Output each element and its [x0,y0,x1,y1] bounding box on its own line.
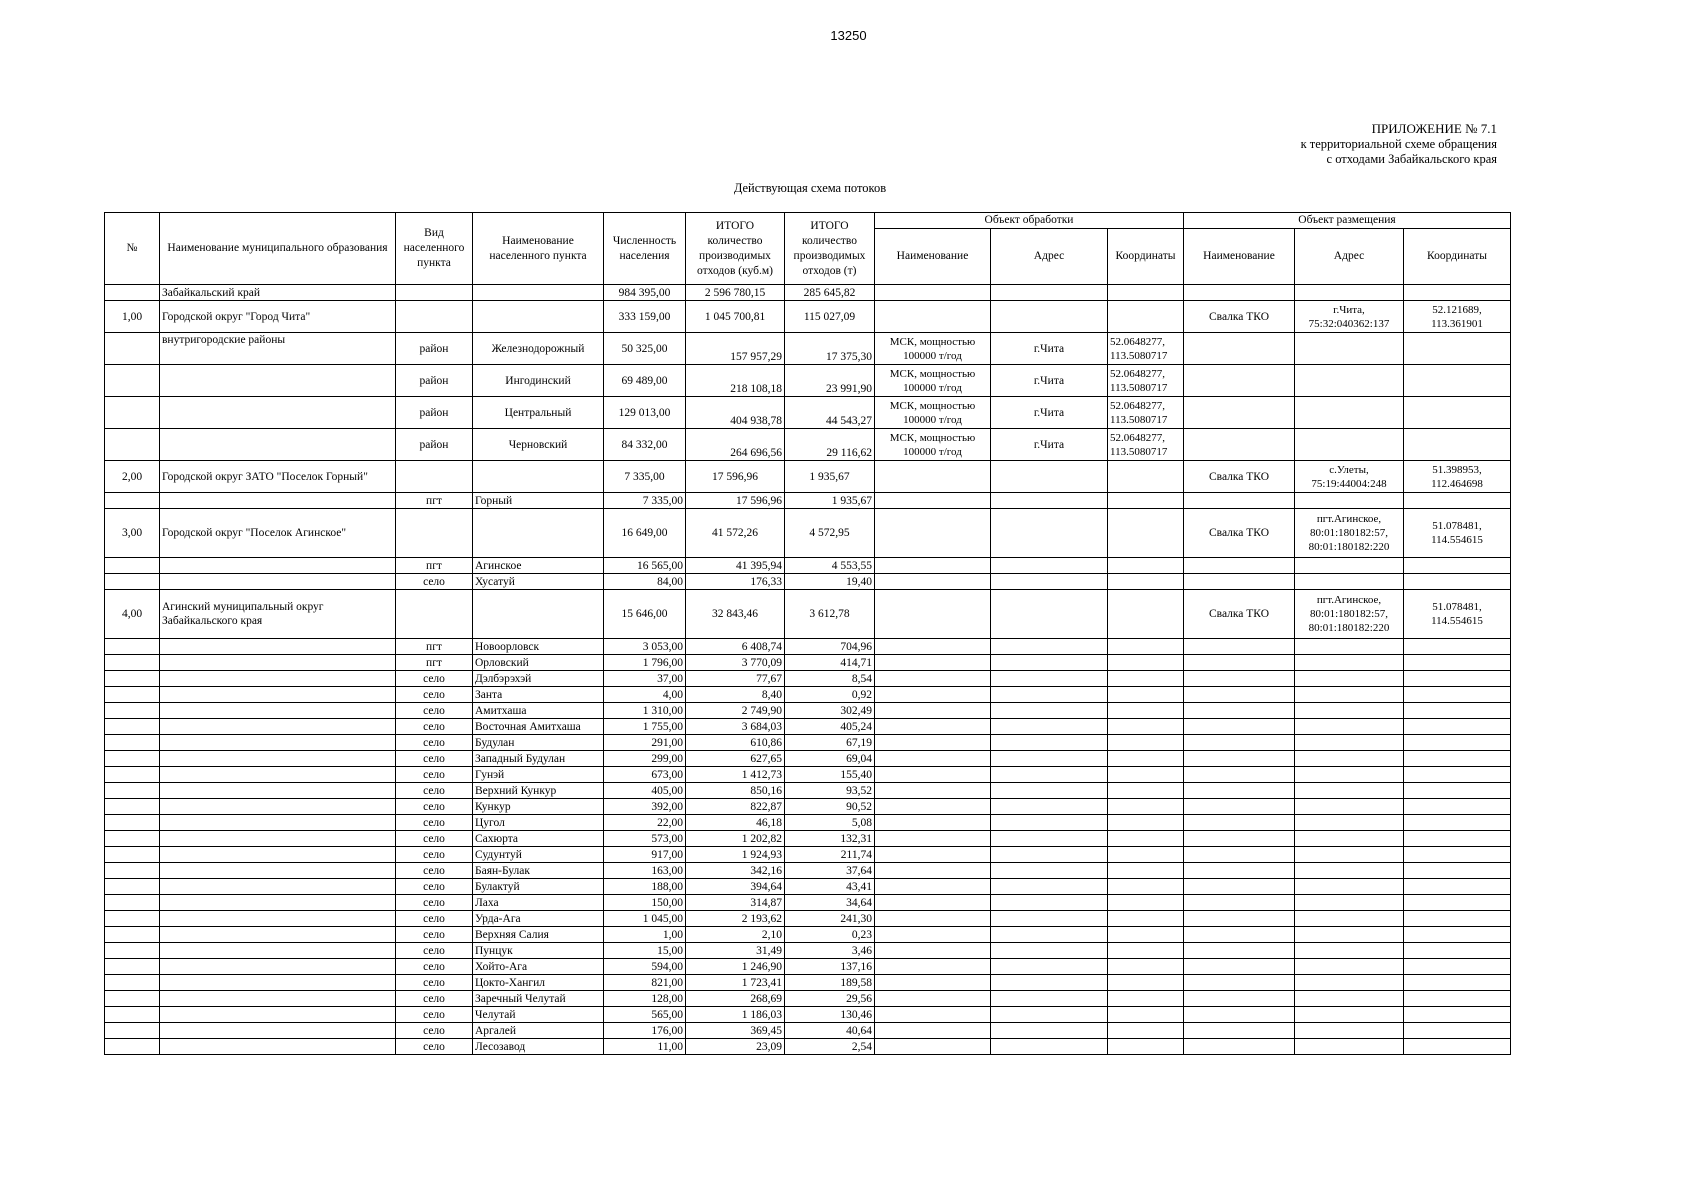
settlement-type: район [396,333,473,365]
settlement-name: Челутай [473,1007,604,1023]
settlement-t: 4 553,55 [785,558,875,574]
settlement-row [105,639,1511,655]
settlement-t: 69,04 [785,751,875,767]
settlement-m3: 23,09 [686,1039,785,1055]
settlement-m3: 610,86 [686,735,785,751]
settlement-t: 189,58 [785,975,875,991]
settlement-type: село [396,671,473,687]
settlement-t: 93,52 [785,783,875,799]
settlement-t: 19,40 [785,574,875,590]
processing-coords: 52.0648277, 113.5080717 [1108,397,1184,429]
appendix-subtitle-1: к территориальной схеме обращения [1300,137,1497,151]
header-placement-name: Наименование [1184,229,1295,285]
settlement-t: 90,52 [785,799,875,815]
header-processing-name: Наименование [875,229,991,285]
municipality-num: 1,00 [105,301,160,333]
settlement-row [105,719,1511,735]
settlement-name: Ингодинский [473,365,604,397]
header-processing: Объект обработки [875,213,1184,229]
settlement-t: 29 116,62 [785,429,875,461]
settlement-name: Лаха [473,895,604,911]
settlement-population: 128,00 [604,991,686,1007]
settlement-m3: 822,87 [686,799,785,815]
placement-coords: 52.121689, 113.361901 [1404,301,1511,333]
appendix-subtitle-2: с отходами Забайкальского края [1326,152,1497,166]
municipality-row-gorny [105,461,1511,493]
settlement-row [105,959,1511,975]
settlement-m3: 342,16 [686,863,785,879]
district-row [105,397,1511,429]
settlement-row [105,895,1511,911]
settlement-m3: 31,49 [686,943,785,959]
settlement-name: Булактуй [473,879,604,895]
settlement-population: 22,00 [604,815,686,831]
settlement-type: пгт [396,493,473,509]
settlement-population: 405,00 [604,783,686,799]
settlement-type: село [396,1039,473,1055]
settlement-row [105,671,1511,687]
settlement-population: 37,00 [604,671,686,687]
settlement-row [105,558,1511,574]
settlement-t: 155,40 [785,767,875,783]
settlement-t: 23 991,90 [785,365,875,397]
settlement-population: 573,00 [604,831,686,847]
appendix-title: ПРИЛОЖЕНИЕ № 7.1 [1371,121,1497,136]
settlement-name: Пунцук [473,943,604,959]
settlement-t: 8,54 [785,671,875,687]
settlement-population: 16 565,00 [604,558,686,574]
settlement-name: Будулан [473,735,604,751]
settlement-population: 3 053,00 [604,639,686,655]
appendix-header [1137,121,1497,167]
municipality-row-aginsky [105,590,1511,639]
settlement-population: 11,00 [604,1039,686,1055]
settlement-t: 5,08 [785,815,875,831]
settlement-m3: 3 770,09 [686,655,785,671]
settlement-t: 0,23 [785,927,875,943]
settlement-type: село [396,943,473,959]
settlement-population: 163,00 [604,863,686,879]
placement-name: Свалка ТКО [1184,509,1295,558]
processing-coords: 52.0648277, 113.5080717 [1108,333,1184,365]
header-population: Численность населения [604,213,686,285]
settlement-t: 2,54 [785,1039,875,1055]
settlement-m3: 3 684,03 [686,719,785,735]
placement-address: пгт.Агинское, 80:01:180182:57, 80:01:180182:220 [1295,509,1404,558]
district-row [105,365,1511,397]
settlement-name: Центральный [473,397,604,429]
settlement-m3: 268,69 [686,991,785,1007]
municipality-population: 16 649,00 [604,509,686,558]
settlement-row [105,703,1511,719]
settlement-m3: 394,64 [686,879,785,895]
settlement-m3: 850,16 [686,783,785,799]
settlement-name: Хусатуй [473,574,604,590]
settlement-population: 1 796,00 [604,655,686,671]
aginsky-settlement-rows [105,639,1511,1055]
settlement-m3: 2 193,62 [686,911,785,927]
settlement-name: Дэлбэрэхэй [473,671,604,687]
settlement-population: 392,00 [604,799,686,815]
settlement-population: 84 332,00 [604,429,686,461]
settlement-row [105,975,1511,991]
settlement-population: 917,00 [604,847,686,863]
processing-address: г.Чита [991,365,1108,397]
settlement-population: 129 013,00 [604,397,686,429]
settlement-m3: 1 924,93 [686,847,785,863]
settlement-type: село [396,815,473,831]
municipality-total-m3: 1 045 700,81 [686,301,785,333]
settlement-population: 565,00 [604,1007,686,1023]
header-processing-address: Адрес [991,229,1108,285]
header-placement-address: Адрес [1295,229,1404,285]
settlement-type: село [396,991,473,1007]
settlement-name: Хойто-Ага [473,959,604,975]
settlement-type: пгт [396,558,473,574]
district-row [105,429,1511,461]
settlement-type: село [396,735,473,751]
placement-address: г.Чита, 75:32:040362:137 [1295,301,1404,333]
header-settlement-type: Вид населенного пункта [396,213,473,285]
municipality-name: Агинский муниципальный округ Забайкальского края [160,590,396,639]
settlement-m3: 41 395,94 [686,558,785,574]
settlement-m3: 46,18 [686,815,785,831]
settlement-population: 673,00 [604,767,686,783]
settlement-population: 4,00 [604,687,686,703]
municipality-total-t: 4 572,95 [785,509,875,558]
settlement-type: район [396,397,473,429]
settlement-row [105,783,1511,799]
processing-coords: 52.0648277, 113.5080717 [1108,429,1184,461]
processing-address: г.Чита [991,333,1108,365]
region-total-row [105,285,1511,301]
settlement-name: Черновский [473,429,604,461]
settlement-m3: 6 408,74 [686,639,785,655]
settlement-name: Цугол [473,815,604,831]
settlement-type: село [396,1023,473,1039]
settlement-population: 188,00 [604,879,686,895]
settlement-t: 34,64 [785,895,875,911]
settlement-name: Кункур [473,799,604,815]
municipality-num: 3,00 [105,509,160,558]
settlement-type: село [396,895,473,911]
settlement-t: 29,56 [785,991,875,1007]
settlement-population: 7 335,00 [604,493,686,509]
settlement-t: 0,92 [785,687,875,703]
settlement-row [105,879,1511,895]
placement-coords: 51.398953, 112.464698 [1404,461,1511,493]
settlement-name: Заречный Челутай [473,991,604,1007]
municipality-row-aginskoe [105,509,1511,558]
settlement-type: село [396,975,473,991]
settlement-type: село [396,847,473,863]
settlement-row [105,574,1511,590]
settlement-population: 1,00 [604,927,686,943]
settlement-t: 3,46 [785,943,875,959]
header-total-t: ИТОГО количество производимых отходов (т) [785,213,875,285]
processing-coords: 52.0648277, 113.5080717 [1108,365,1184,397]
placement-coords: 51.078481, 114.554615 [1404,590,1511,639]
processing-name: МСК, мощностью 100000 т/год [875,397,991,429]
settlement-t: 137,16 [785,959,875,975]
placement-name: Свалка ТКО [1184,301,1295,333]
region-population: 984 395,00 [604,285,686,301]
header-municipality: Наименование муниципального образования [160,213,396,285]
settlement-m3: 2 749,90 [686,703,785,719]
settlement-m3: 369,45 [686,1023,785,1039]
placement-address: пгт.Агинское, 80:01:180182:57, 80:01:180182:220 [1295,590,1404,639]
settlement-row [105,943,1511,959]
settlement-type: село [396,1007,473,1023]
settlement-m3: 176,33 [686,574,785,590]
placement-coords: 51.078481, 114.554615 [1404,509,1511,558]
settlement-name: Гунэй [473,767,604,783]
municipality-total-m3: 41 572,26 [686,509,785,558]
settlement-t: 132,31 [785,831,875,847]
settlement-t: 302,49 [785,703,875,719]
settlement-row [105,751,1511,767]
settlement-type: село [396,687,473,703]
settlement-row [105,687,1511,703]
settlement-type: район [396,365,473,397]
page-number: 13250 [830,28,867,43]
settlement-row [105,1007,1511,1023]
settlement-type: село [396,959,473,975]
header-settlement-name: Наименование населенного пункта [473,213,604,285]
settlement-t: 43,41 [785,879,875,895]
settlement-m3: 157 957,29 [686,333,785,365]
settlement-type: село [396,783,473,799]
settlement-type: пгт [396,655,473,671]
settlement-population: 594,00 [604,959,686,975]
settlement-name: Лесозавод [473,1039,604,1055]
settlement-population: 176,00 [604,1023,686,1039]
settlement-name: Аргалей [473,1023,604,1039]
district-row [105,333,1511,365]
settlement-row [105,815,1511,831]
settlement-row [105,1039,1511,1055]
region-name: Забайкальский край [160,285,396,301]
settlement-population: 84,00 [604,574,686,590]
settlement-t: 211,74 [785,847,875,863]
settlement-name: Горный [473,493,604,509]
settlement-row [105,493,1511,509]
settlement-m3: 17 596,96 [686,493,785,509]
settlement-m3: 8,40 [686,687,785,703]
header-total-m3: ИТОГО количество производимых отходов (куб.м) [686,213,785,285]
settlement-m3: 1 186,03 [686,1007,785,1023]
settlement-name: Западный Будулан [473,751,604,767]
settlement-name: Новоорловск [473,639,604,655]
settlement-row [105,847,1511,863]
settlement-row [105,911,1511,927]
settlement-m3: 2,10 [686,927,785,943]
districts-label: внутригородские районы [160,333,396,365]
municipality-name: Городской округ "Город Чита" [160,301,396,333]
settlement-m3: 264 696,56 [686,429,785,461]
settlement-name: Баян-Булак [473,863,604,879]
settlement-m3: 404 938,78 [686,397,785,429]
settlement-type: район [396,429,473,461]
placement-name: Свалка ТКО [1184,461,1295,493]
settlement-population: 821,00 [604,975,686,991]
municipality-population: 15 646,00 [604,590,686,639]
municipality-total-m3: 32 843,46 [686,590,785,639]
settlement-population: 50 325,00 [604,333,686,365]
region-total-t: 285 645,82 [785,285,875,301]
settlement-row [105,927,1511,943]
settlement-name: Судунтуй [473,847,604,863]
header-processing-coords: Координаты [1108,229,1184,285]
settlement-type: село [396,574,473,590]
municipality-name: Городской округ ЗАТО "Поселок Горный" [160,461,396,493]
municipality-num: 2,00 [105,461,160,493]
settlement-t: 67,19 [785,735,875,751]
processing-address: г.Чита [991,429,1108,461]
settlement-population: 291,00 [604,735,686,751]
settlement-m3: 218 108,18 [686,365,785,397]
settlement-type: село [396,703,473,719]
settlement-t: 405,24 [785,719,875,735]
settlement-name: Железнодорожный [473,333,604,365]
settlement-type: село [396,751,473,767]
settlement-t: 44 543,27 [785,397,875,429]
settlement-name: Восточная Амитхаша [473,719,604,735]
settlement-type: село [396,719,473,735]
municipality-total-t: 1 935,67 [785,461,875,493]
header-placement: Объект размещения [1184,213,1511,229]
settlement-name: Цокто-Хангил [473,975,604,991]
settlement-row [105,863,1511,879]
municipality-population: 7 335,00 [604,461,686,493]
processing-name: МСК, мощностью 100000 т/год [875,365,991,397]
region-total-m3: 2 596 780,15 [686,285,785,301]
settlement-name: Занта [473,687,604,703]
settlement-m3: 1 246,90 [686,959,785,975]
settlement-population: 1 045,00 [604,911,686,927]
settlement-population: 69 489,00 [604,365,686,397]
placement-name: Свалка ТКО [1184,590,1295,639]
settlement-type: село [396,879,473,895]
settlement-t: 704,96 [785,639,875,655]
processing-name: МСК, мощностью 100000 т/год [875,333,991,365]
settlement-population: 150,00 [604,895,686,911]
settlement-row [105,991,1511,1007]
settlement-type: село [396,799,473,815]
settlement-name: Агинское [473,558,604,574]
municipality-total-t: 115 027,09 [785,301,875,333]
settlement-row [105,799,1511,815]
settlement-row [105,767,1511,783]
settlement-m3: 1 412,73 [686,767,785,783]
settlement-type: село [396,863,473,879]
settlement-row [105,831,1511,847]
settlement-population: 1 755,00 [604,719,686,735]
settlement-type: пгт [396,639,473,655]
settlement-name: Амитхаша [473,703,604,719]
settlement-name: Урда-Ага [473,911,604,927]
settlement-type: село [396,831,473,847]
processing-address: г.Чита [991,397,1108,429]
settlement-m3: 77,67 [686,671,785,687]
settlement-t: 414,71 [785,655,875,671]
settlement-row [105,655,1511,671]
settlement-m3: 627,65 [686,751,785,767]
settlement-name: Сахюрта [473,831,604,847]
settlement-t: 40,64 [785,1023,875,1039]
settlement-m3: 1 202,82 [686,831,785,847]
settlement-population: 1 310,00 [604,703,686,719]
settlement-population: 15,00 [604,943,686,959]
municipality-total-m3: 17 596,96 [686,461,785,493]
settlement-t: 130,46 [785,1007,875,1023]
municipality-name: Городской округ "Поселок Агинское" [160,509,396,558]
settlement-row [105,1023,1511,1039]
waste-flow-table [104,212,1511,1055]
settlement-row [105,735,1511,751]
settlement-t: 241,30 [785,911,875,927]
processing-name: МСК, мощностью 100000 т/год [875,429,991,461]
scheme-title: Действующая схема потоков [733,181,887,195]
municipality-num: 4,00 [105,590,160,639]
settlement-t: 1 935,67 [785,493,875,509]
settlement-m3: 1 723,41 [686,975,785,991]
settlement-t: 37,64 [785,863,875,879]
settlement-name: Верхний Кункур [473,783,604,799]
header-num: № [105,213,160,285]
settlement-name: Верхняя Салия [473,927,604,943]
header-placement-coords: Координаты [1404,229,1511,285]
settlement-type: село [396,767,473,783]
municipality-population: 333 159,00 [604,301,686,333]
settlement-t: 17 375,30 [785,333,875,365]
settlement-m3: 314,87 [686,895,785,911]
settlement-type: село [396,927,473,943]
municipality-total-t: 3 612,78 [785,590,875,639]
municipality-row-chita [105,301,1511,333]
placement-address: с.Улеты, 75:19:44004:248 [1295,461,1404,493]
settlement-name: Орловский [473,655,604,671]
settlement-population: 299,00 [604,751,686,767]
settlement-type: село [396,911,473,927]
